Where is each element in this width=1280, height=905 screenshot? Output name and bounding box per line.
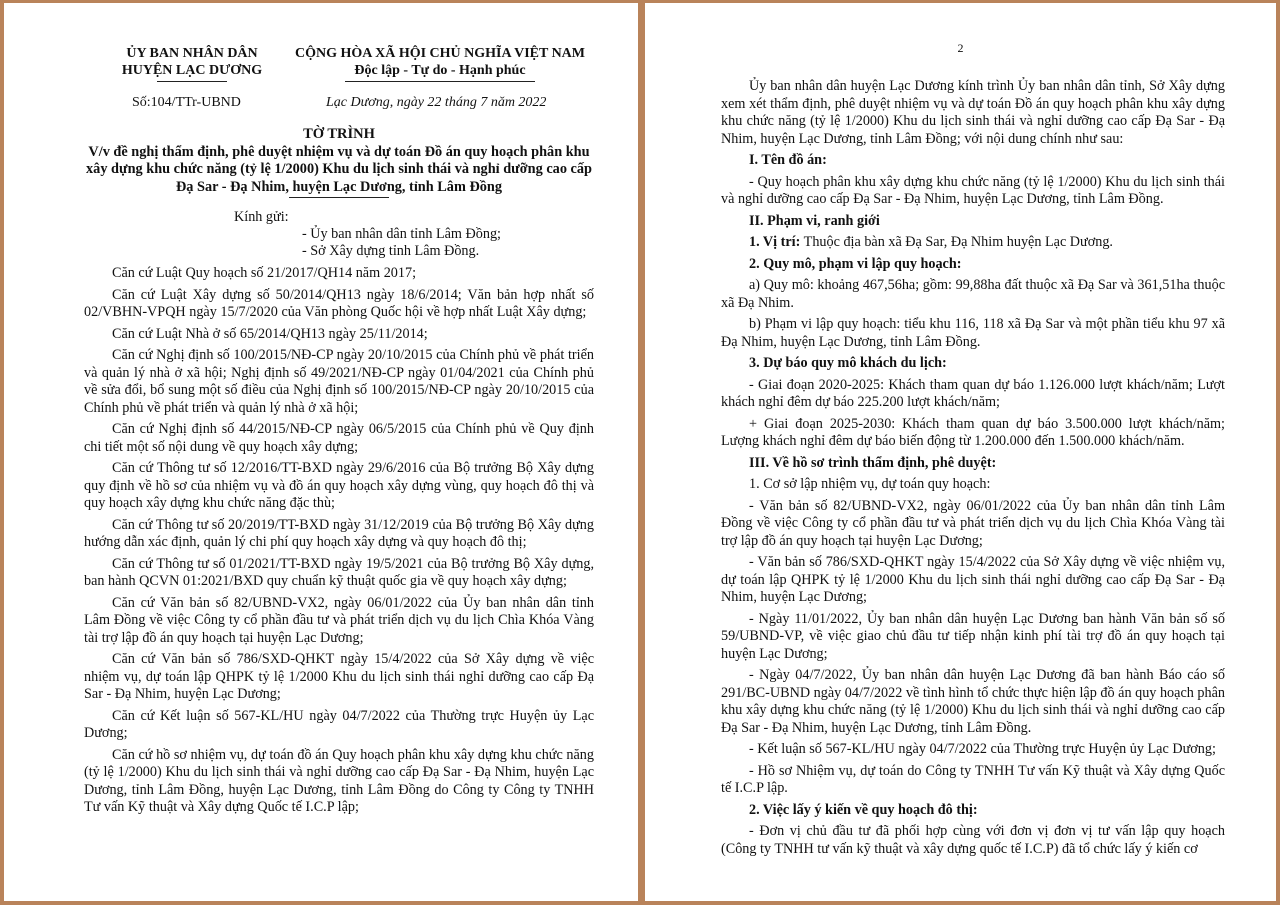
nation-line-1: CỘNG HÒA XÃ HỘI CHỦ NGHĨA VIỆT NAM: [294, 46, 585, 61]
agency-underline: [157, 81, 227, 82]
legal-basis-paragraph: Căn cứ Thông tư số 01/2021/TT-BXD ngày 19/5/2021 của Bộ trưởng Bộ Xây dựng, ban hành QCVN 01:2021/BXD quy chuẩn kỹ thuật quốc gia về quy hoạch xây dựng;: [84, 555, 594, 589]
location-label: 1. Vị trí:: [749, 234, 801, 250]
document-title-block: [84, 126, 594, 198]
page-number: 2: [957, 41, 964, 55]
legal-basis-paragraph: Căn cứ Văn bản số 82/UBND-VX2, ngày 06/01/2022 của Ủy ban nhân dân tỉnh Lâm Đồng về việc Công ty cổ phần đầu tư và phát triển dịch vụ du lịch Chìa Khóa Vàng tài trợ lập đồ án quy hoạch tại huyện Lạc Dương;: [84, 594, 594, 646]
paragraph: - Ngày 04/7/2022, Ủy ban nhân dân huyện Lạc Dương đã ban hành Báo cáo số 291/BC-UBND ngày 04/7/2022 về tình hình tổ chức thực hiện lập đồ án quy hoạch phân khu xây dựng khu chức năng (tỷ lệ 1/2000) Khu du lịch sinh thái và nghỉ dưỡng cao cấp Đạ Sar - Đạ Nhim, huyện Lạc Dương, tỉnh Lâm Đồng.: [721, 667, 1225, 736]
location-paragraph: [721, 234, 1225, 252]
paragraph: - Ngày 11/01/2022, Ủy ban nhân dân huyện Lạc Dương ban hành Văn bản số số 59/UBND-VP, về việc giao chủ đầu tư tiếp nhận kinh phí tài trợ đồ án quy hoạch tại huyện Lạc Dương;: [721, 610, 1225, 662]
paragraph: + Giai đoạn 2025-2030: Khách tham quan dự báo 3.500.000 lượt khách/năm; Lượng khách nghỉ đêm dự báo biến động từ 1.200.000 đến 1.500.000 khách/năm.: [721, 415, 1225, 449]
paragraph: 1. Cơ sở lập nhiệm vụ, dự toán quy hoạch:: [749, 476, 991, 492]
national-header: [287, 45, 593, 82]
subsection-heading: 2. Quy mô, phạm vi lập quy hoạch:: [749, 255, 962, 272]
document-page-2: [645, 3, 1276, 901]
location-text: Thuộc địa bàn xã Đạ Sar, Đạ Nhim huyện Lạc Dương.: [800, 234, 1113, 250]
document-title: TỜ TRÌNH: [303, 126, 375, 142]
agency-line-2: HUYỆN LẠC DƯƠNG: [121, 63, 263, 78]
paragraph: - Hồ sơ Nhiệm vụ, dự toán do Công ty TNHH Tư vấn Kỹ thuật và Xây dựng Quốc tế I.C.P lập.: [721, 762, 1225, 796]
subsection-heading: 2. Việc lấy ý kiến về quy hoạch đô thị:: [749, 801, 978, 818]
intro-paragraph: Ủy ban nhân dân huyện Lạc Dương kính trình Ủy ban nhân dân tỉnh, Sở Xây dựng xem xét thẩm định, phê duyệt nhiệm vụ và dự toán Đồ án quy hoạch phân khu xây dựng khu chức năng (tỷ lệ 1/2000) Khu du lịch sinh thái và nghỉ dưỡng cao cấp Đạ Sar - Đạ Nhim, huyện Lạc Dương, tỉnh Lâm Đồng; với nội dung chính như sau:: [721, 78, 1225, 147]
title-underline: [289, 197, 389, 198]
issuing-agency: [108, 45, 276, 82]
paragraph: a) Quy mô: khoảng 467,56ha; gồm: 99,88ha đất thuộc xã Đạ Sar và 361,51ha thuộc xã Đạ Nhim.: [721, 277, 1225, 311]
legal-basis-paragraph: Căn cứ Nghị định số 44/2015/NĐ-CP ngày 06/5/2015 của Chính phủ về Quy định chi tiết một số nội dung về quy hoạch xây dựng;: [84, 421, 594, 455]
paragraph: - Kết luận số 567-KL/HU ngày 04/7/2022 của Thường trực Huyện ủy Lạc Dương;: [749, 741, 1216, 757]
legal-basis-paragraph: Căn cứ Luật Quy hoạch số 21/2017/QH14 năm 2017;: [112, 265, 417, 281]
recipient-2: - Sở Xây dựng tỉnh Lâm Đồng.: [302, 243, 480, 259]
document-subject: V/v đề nghị thẩm định, phê duyệt nhiệm vụ và dự toán Đồ án quy hoạch phân khu xây dựng khu chức năng (tỷ lệ 1/2000) Khu du lịch sinh thái và nghỉ dưỡng cao cấp Đạ Sar - Đạ Nhim, huyện Lạc Dương, tỉnh Lâm Đồng: [86, 143, 592, 195]
legal-basis-paragraph: Căn cứ hồ sơ nhiệm vụ, dự toán đồ án Quy hoạch phân khu xây dựng khu chức năng (tỷ lệ 1/2000) Khu du lịch sinh thái và nghỉ dưỡng cao cấp Đạ Sar - Đạ Nhim, huyện Lạc Dương, tỉnh Lâm Đồng, huyện Lạc Dương, tỉnh Lâm Đồng do Công ty Công ty TNHH Tư vấn Kỹ thuật và Xây dựng Quốc tế I.C.P lập;: [84, 746, 594, 815]
agency-line-1: ỦY BAN NHÂN DÂN: [126, 46, 258, 61]
page-2-body: [721, 78, 1225, 862]
nation-motto: Độc lập - Tự do - Hạnh phúc: [354, 63, 526, 78]
section-heading: I. Tên đồ án:: [749, 152, 827, 168]
document-page-1: [4, 3, 638, 901]
legal-basis-paragraph: Căn cứ Thông tư số 12/2016/TT-BXD ngày 29/6/2016 của Bộ trưởng Bộ Xây dựng quy định về hồ sơ của nhiệm vụ và đồ án quy hoạch xây dựng vùng, quy hoạch đô thị và quy hoạch xây dựng khu chức năng đặc thù;: [84, 460, 594, 511]
recipient-1: - Ủy ban nhân dân tỉnh Lâm Đồng;: [302, 226, 501, 242]
legal-basis-paragraph: Căn cứ Thông tư số 20/2019/TT-BXD ngày 31/12/2019 của Bộ trưởng Bộ Xây dựng hướng dẫn xác định, quản lý chi phí quy hoạch xây dựng và quy hoạch đô thị;: [84, 516, 594, 550]
paragraph: - Quy hoạch phân khu xây dựng khu chức năng (tỷ lệ 1/2000) Khu du lịch sinh thái và nghỉ dưỡng cao cấp Đạ Sar - Đạ Nhim, huyện Lạc Dương, tỉnh Lâm Đồng.: [721, 173, 1225, 207]
paragraph: b) Phạm vi lập quy hoạch: tiểu khu 116, 118 xã Đạ Sar và một phần tiểu khu 97 xã Đạ Nhim, huyện Lạc Dương, tỉnh Lâm Đồng.: [721, 316, 1225, 350]
legal-basis-paragraph: Căn cứ Luật Nhà ở số 65/2014/QH13 ngày 25/11/2014;: [112, 325, 428, 342]
legal-bases: [84, 265, 594, 821]
section-heading: II. Phạm vi, ranh giới: [749, 212, 880, 229]
recipients-label: Kính gửi:: [234, 209, 289, 225]
recipients: [234, 209, 501, 260]
paragraph: - Văn bản số 82/UBND-VX2, ngày 06/01/2022 của Ủy ban nhân dân tỉnh Lâm Đồng về việc Công ty cổ phần đầu tư và phát triển dịch vụ du lịch Chìa Khóa Vàng tài trợ lập đồ án quy hoạch tại huyện Lạc Dương;: [721, 497, 1225, 549]
document-date: Lạc Dương, ngày 22 tháng 7 năm 2022: [326, 95, 547, 110]
legal-basis-paragraph: Căn cứ Luật Xây dựng số 50/2014/QH13 ngày 18/6/2014; Văn bản hợp nhất số 02/VBHN-VPQH ngày 15/7/2020 của Văn phòng Quốc hội về hợp nhất Luật Xây dựng;: [84, 286, 594, 320]
paragraph: - Văn bản số 786/SXD-QHKT ngày 15/4/2022 của Sở Xây dựng về việc nhiệm vụ, dự toán lập QHPK tỷ lệ 1/2000 Khu du lịch sinh thái nghỉ dưỡng cao cấp Đạ Sar - Đạ Nhim, huyện Lạc Dương;: [721, 554, 1225, 605]
paragraph: - Giai đoạn 2020-2025: Khách tham quan dự báo 1.126.000 lượt khách/năm; Lượt khách nghỉ đêm dự báo 225.200 lượt khách/năm;: [721, 376, 1225, 410]
legal-basis-paragraph: Căn cứ Văn bản số 786/SXD-QHKT ngày 15/4/2022 của Sở Xây dựng về việc nhiệm vụ, dự toán lập QHPK tỷ lệ 1/2000 Khu du lịch sinh thái nghỉ dưỡng cao cấp Đạ Sar - Đạ Nhim, huyện Lạc Dương;: [84, 651, 594, 702]
section-heading: III. Về hồ sơ trình thẩm định, phê duyệt:: [749, 454, 997, 471]
legal-basis-paragraph: Căn cứ Nghị định số 100/2015/NĐ-CP ngày 20/10/2015 của Chính phủ về phát triển và quản lý nhà ở xã hội; Nghị định số 49/2021/NĐ-CP ngày 01/04/2021 của Chính phủ về sửa đổi, bổ sung một số điều của Nghị định số 100/2015/NĐ-CP ngày 20/10/2015 của Chính phủ về phát triển và quản lý nhà ở xã hội;: [84, 347, 594, 416]
document-number: Số:104/TTr-UBND: [132, 95, 241, 110]
paragraph: - Đơn vị chủ đầu tư đã phối hợp cùng với đơn vị đơn vị tư vấn lập quy hoạch (Công ty TNHH tư vấn kỹ thuật và xây dựng quốc tế I.C.P) đã tổ chức lấy ý kiến cơ: [721, 823, 1225, 857]
motto-underline: [345, 81, 535, 82]
subsection-heading: 3. Dự báo quy mô khách du lịch:: [749, 355, 947, 371]
legal-basis-paragraph: Căn cứ Kết luận số 567-KL/HU ngày 04/7/2022 của Thường trực Huyện ủy Lạc Dương;: [84, 707, 594, 741]
